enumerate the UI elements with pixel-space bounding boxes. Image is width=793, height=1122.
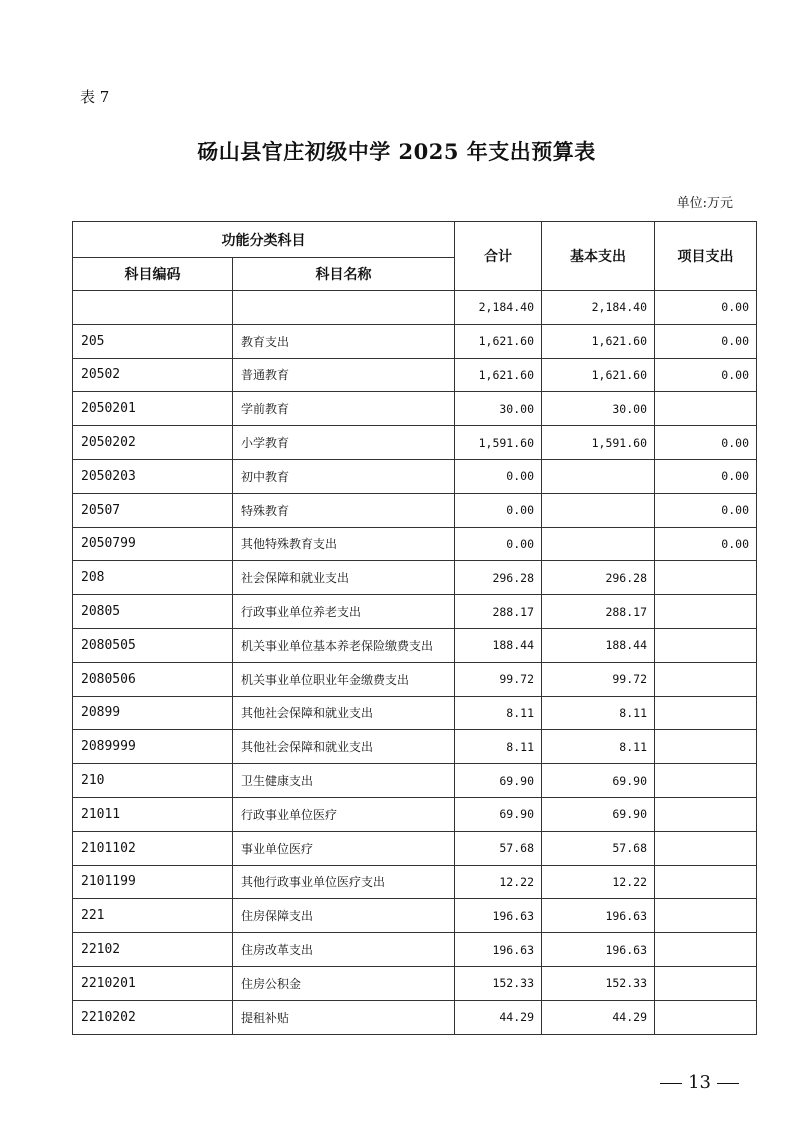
subject-code-cell	[73, 291, 233, 325]
basic-expenditure-cell: 30.00	[542, 392, 655, 426]
subject-name-cell: 提租补贴	[233, 1000, 455, 1034]
table-row	[73, 392, 757, 426]
subject-code-cell: 2101199	[73, 865, 233, 899]
subject-name-cell: 行政事业单位养老支出	[233, 595, 455, 629]
basic-expenditure-cell: 57.68	[542, 831, 655, 865]
header-project-expenditure: 项目支出	[655, 222, 757, 291]
subject-name-cell: 普通教育	[233, 358, 455, 392]
table-row	[73, 865, 757, 899]
subject-code-cell: 20507	[73, 493, 233, 527]
subject-code-cell: 21011	[73, 797, 233, 831]
table-row	[73, 730, 757, 764]
table-row	[73, 426, 757, 460]
subject-code-cell: 22102	[73, 933, 233, 967]
total-cell: 1,621.60	[455, 358, 542, 392]
table-row	[73, 831, 757, 865]
total-cell: 1,591.60	[455, 426, 542, 460]
page-number-value: 13	[688, 1072, 711, 1093]
total-cell: 152.33	[455, 966, 542, 1000]
subject-name-cell: 初中教育	[233, 459, 455, 493]
subject-code-cell: 2101102	[73, 831, 233, 865]
basic-expenditure-cell: 1,621.60	[542, 358, 655, 392]
total-cell: 57.68	[455, 831, 542, 865]
subject-code-cell: 221	[73, 899, 233, 933]
subject-name-cell: 其他社会保障和就业支出	[233, 730, 455, 764]
table-row	[73, 696, 757, 730]
subject-name-cell: 教育支出	[233, 324, 455, 358]
subject-name-cell: 行政事业单位医疗	[233, 797, 455, 831]
subject-code-cell: 20899	[73, 696, 233, 730]
project-expenditure-cell	[655, 696, 757, 730]
budget-table	[72, 221, 757, 1035]
basic-expenditure-cell: 2,184.40	[542, 291, 655, 325]
total-cell: 188.44	[455, 628, 542, 662]
table-row	[73, 493, 757, 527]
subject-code-cell: 2080505	[73, 628, 233, 662]
basic-expenditure-cell: 12.22	[542, 865, 655, 899]
total-cell: 1,621.60	[455, 324, 542, 358]
table-row	[73, 358, 757, 392]
subject-name-cell: 其他社会保障和就业支出	[233, 696, 455, 730]
total-cell: 30.00	[455, 392, 542, 426]
table-row	[73, 933, 757, 967]
total-cell: 196.63	[455, 899, 542, 933]
basic-expenditure-cell	[542, 493, 655, 527]
header-total: 合计	[455, 222, 542, 291]
header-function-category: 功能分类科目	[73, 222, 455, 258]
total-cell: 69.90	[455, 764, 542, 798]
header-basic-expenditure: 基本支出	[542, 222, 655, 291]
total-cell: 0.00	[455, 527, 542, 561]
project-expenditure-cell: 0.00	[655, 324, 757, 358]
basic-expenditure-cell	[542, 527, 655, 561]
subject-code-cell: 2089999	[73, 730, 233, 764]
basic-expenditure-cell: 152.33	[542, 966, 655, 1000]
dash-right	[717, 1083, 739, 1084]
subject-code-cell: 205	[73, 324, 233, 358]
basic-expenditure-cell: 196.63	[542, 899, 655, 933]
table-row	[73, 459, 757, 493]
subject-code-cell: 208	[73, 561, 233, 595]
project-expenditure-cell: 0.00	[655, 527, 757, 561]
total-cell: 44.29	[455, 1000, 542, 1034]
project-expenditure-cell: 0.00	[655, 493, 757, 527]
project-expenditure-cell	[655, 764, 757, 798]
subject-code-cell: 2080506	[73, 662, 233, 696]
header-subject-code: 科目编码	[73, 258, 233, 291]
basic-expenditure-cell: 1,591.60	[542, 426, 655, 460]
table-row	[73, 764, 757, 798]
project-expenditure-cell	[655, 730, 757, 764]
project-expenditure-cell: 0.00	[655, 291, 757, 325]
total-cell: 296.28	[455, 561, 542, 595]
subject-name-cell: 住房保障支出	[233, 899, 455, 933]
subject-name-cell: 其他特殊教育支出	[233, 527, 455, 561]
subject-name-cell: 其他行政事业单位医疗支出	[233, 865, 455, 899]
table-row	[73, 966, 757, 1000]
subject-name-cell: 住房公积金	[233, 966, 455, 1000]
basic-expenditure-cell: 296.28	[542, 561, 655, 595]
project-expenditure-cell	[655, 865, 757, 899]
subject-code-cell: 2210202	[73, 1000, 233, 1034]
table-row	[73, 899, 757, 933]
total-cell: 2,184.40	[455, 291, 542, 325]
project-expenditure-cell: 0.00	[655, 358, 757, 392]
table-row	[73, 1000, 757, 1034]
table-row	[73, 561, 757, 595]
basic-expenditure-cell: 188.44	[542, 628, 655, 662]
subject-code-cell: 2050203	[73, 459, 233, 493]
subject-name-cell: 特殊教育	[233, 493, 455, 527]
total-cell: 0.00	[455, 493, 542, 527]
basic-expenditure-cell: 8.11	[542, 730, 655, 764]
table-number-label: 表 7	[80, 88, 110, 106]
table-row	[73, 324, 757, 358]
basic-expenditure-cell: 196.63	[542, 933, 655, 967]
basic-expenditure-cell: 1,621.60	[542, 324, 655, 358]
subject-code-cell: 2050201	[73, 392, 233, 426]
subject-name-cell: 社会保障和就业支出	[233, 561, 455, 595]
project-expenditure-cell	[655, 933, 757, 967]
basic-expenditure-cell	[542, 459, 655, 493]
basic-expenditure-cell: 99.72	[542, 662, 655, 696]
subject-code-cell: 20805	[73, 595, 233, 629]
subject-code-cell: 2050202	[73, 426, 233, 460]
project-expenditure-cell	[655, 595, 757, 629]
subject-code-cell: 2210201	[73, 966, 233, 1000]
total-cell: 8.11	[455, 696, 542, 730]
dash-left	[660, 1083, 682, 1084]
page-title: 砀山县官庄初级中学 2025 年支出预算表	[197, 139, 596, 164]
project-expenditure-cell	[655, 561, 757, 595]
header-subject-name: 科目名称	[233, 258, 455, 291]
total-cell: 0.00	[455, 459, 542, 493]
project-expenditure-cell	[655, 662, 757, 696]
page-number	[654, 1072, 745, 1093]
total-cell: 12.22	[455, 865, 542, 899]
subject-name-cell: 学前教育	[233, 392, 455, 426]
subject-name-cell: 机关事业单位基本养老保险缴费支出	[233, 628, 455, 662]
subject-name-cell: 住房改革支出	[233, 933, 455, 967]
basic-expenditure-cell: 69.90	[542, 797, 655, 831]
budget-table-container	[72, 221, 749, 1035]
table-row	[73, 628, 757, 662]
subject-name-cell: 小学教育	[233, 426, 455, 460]
subject-code-cell: 210	[73, 764, 233, 798]
project-expenditure-cell	[655, 628, 757, 662]
subject-code-cell: 2050799	[73, 527, 233, 561]
subject-name-cell: 机关事业单位职业年金缴费支出	[233, 662, 455, 696]
basic-expenditure-cell: 44.29	[542, 1000, 655, 1034]
total-cell: 69.90	[455, 797, 542, 831]
total-cell: 288.17	[455, 595, 542, 629]
project-expenditure-cell	[655, 899, 757, 933]
basic-expenditure-cell: 69.90	[542, 764, 655, 798]
project-expenditure-cell	[655, 966, 757, 1000]
project-expenditure-cell	[655, 797, 757, 831]
table-row	[73, 291, 757, 325]
unit-label: 单位:万元	[676, 196, 733, 211]
table-row	[73, 797, 757, 831]
project-expenditure-cell: 0.00	[655, 459, 757, 493]
total-cell: 196.63	[455, 933, 542, 967]
table-row	[73, 662, 757, 696]
subject-name-cell: 事业单位医疗	[233, 831, 455, 865]
basic-expenditure-cell: 288.17	[542, 595, 655, 629]
table-body	[73, 291, 757, 1035]
total-cell: 8.11	[455, 730, 542, 764]
subject-code-cell: 20502	[73, 358, 233, 392]
project-expenditure-cell: 0.00	[655, 426, 757, 460]
table-row	[73, 527, 757, 561]
project-expenditure-cell	[655, 1000, 757, 1034]
basic-expenditure-cell: 8.11	[542, 696, 655, 730]
project-expenditure-cell	[655, 831, 757, 865]
table-row	[73, 595, 757, 629]
project-expenditure-cell	[655, 392, 757, 426]
subject-name-cell: 卫生健康支出	[233, 764, 455, 798]
total-cell: 99.72	[455, 662, 542, 696]
subject-name-cell	[233, 291, 455, 325]
